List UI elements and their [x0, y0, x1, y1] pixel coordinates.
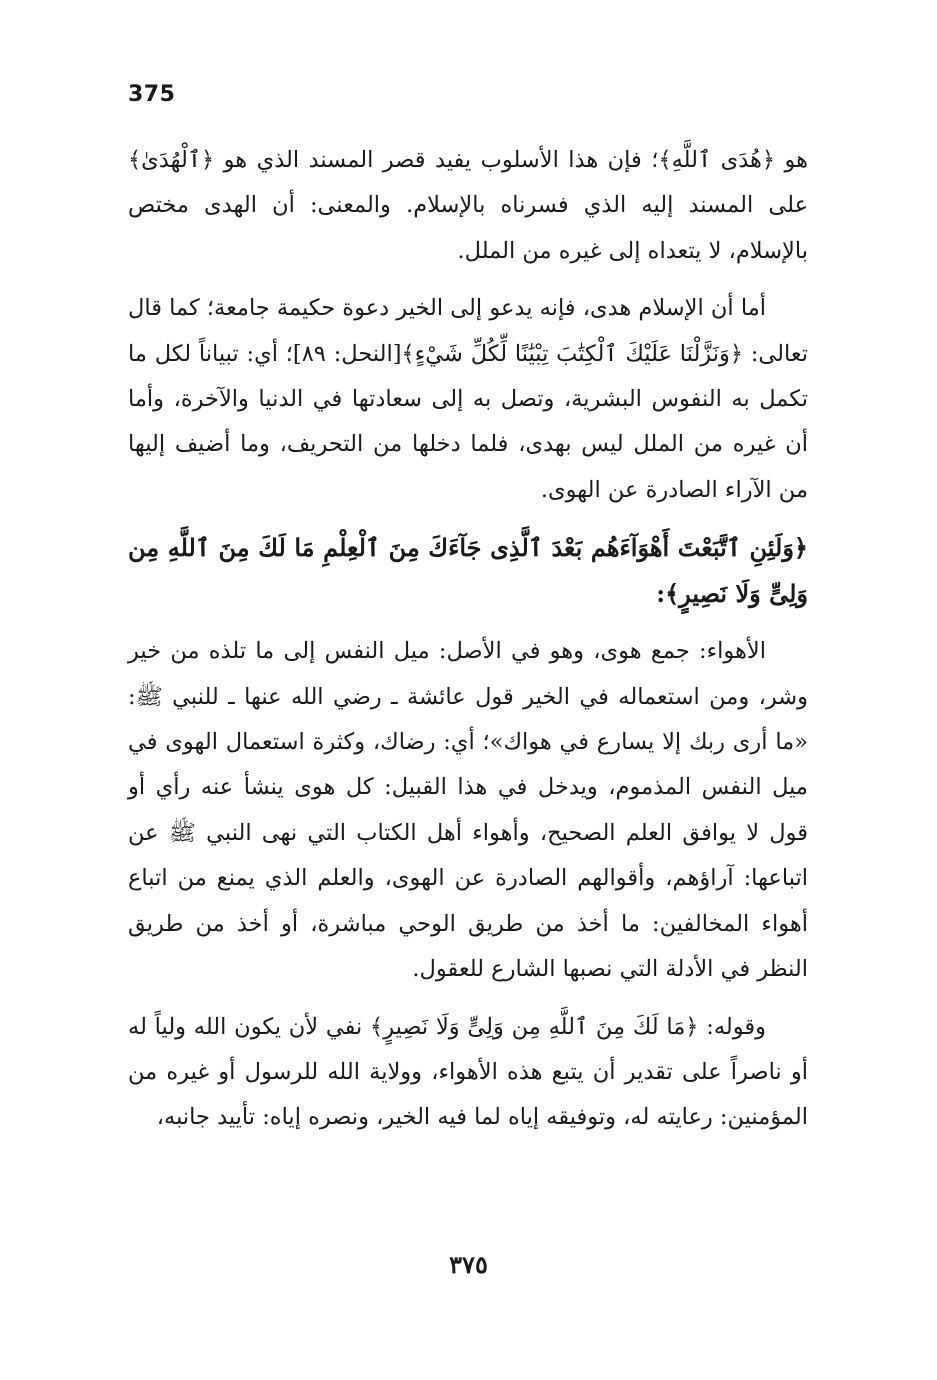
paragraph-3: الأهواء: جمع هوى، وهو في الأصل: ميل النفس إلى ما تلذه من خير وشر، ومن استعماله في الخير قول عائشة ـ رضي الله عنها ـ للنبي ﷺ: «ما أرى ربك إلا يسارع في هواك»؛ أي: رضاك، وكثرة استعمال الهوى في ميل النفس المذموم، ويدخل في هذا القبيل: كل هوى ينشأ عنه رأي أو قول لا يوافق العلم الصحيح، وأهواء أهل الكتاب التي نهى النبي ﷺ عن اتباعها: آراؤهم، وأقوالهم الصادرة عن الهوى، والعلم الذي يمنع من اتباع أهواء المخالفين: ما أخذ من طريق الوحي مباشرة، أو أخذ من طريق النظر في الأدلة التي نصبها الشارع للعقول. [128, 638, 808, 983]
verse-heading: ﴿وَلَئِنِ ٱتَّبَعْتَ أَهْوَآءَهُم بَعْدَ ٱلَّذِى جَآءَكَ مِنَ ٱلْعِلْمِ مَا لَكَ مِنَ ٱللَّهِ مِن وَلِىٍّ وَلَا نَصِيرٍ﴾: [128, 533, 808, 609]
page-number-top: 375 [128, 82, 176, 107]
page-number-bottom: ٣٧٥ [449, 1250, 488, 1279]
paragraph-4: وقوله: ﴿مَا لَكَ مِنَ ٱللَّهِ مِن وَلِىٍّ وَلَا نَصِيرٍ﴾ نفي لأن يكون الله ولياً له أو ناصراً على تقدير أن يتبع هذه الأهواء، وولاية الله للرسول أو غيره من المؤمنين: رعايته له، وتوفيقه إياه لما فيه الخير، ونصره إياه: تأييد جانبه، [128, 1013, 808, 1131]
paragraph-2: أما أن الإسلام هدى، فإنه يدعو إلى الخير دعوة حكيمة جامعة؛ كما قال تعالى: ﴿وَنَزَّلْنَا عَلَيْكَ ٱلْكِتَٰبَ تِبْيَٰنًا لِّكُلِّ شَيْءٍ﴾[النحل: ٨٩]؛ أي: تبياناً لكل ما تكمل به النفوس البشرية، وتصل به إلى سعادتها في الدنيا والآخرة، وأما أن غيره من الملل ليس بهدى، فلما دخلها من التحريف، وما أضيف إليها من الآراء الصادرة عن الهوى. [128, 295, 809, 503]
page-body [128, 138, 808, 1153]
paragraph-1: هو ﴿هُدَى ٱللَّهِ﴾؛ فإن هذا الأسلوب يفيد قصر المسند الذي هو ﴿ٱلْهُدَىٰ﴾ على المسند إليه الذي فسرناه بالإسلام. والمعنى: أن الهدى مختص بالإسلام، لا يتعداه إلى غيره من الملل. [128, 147, 808, 264]
